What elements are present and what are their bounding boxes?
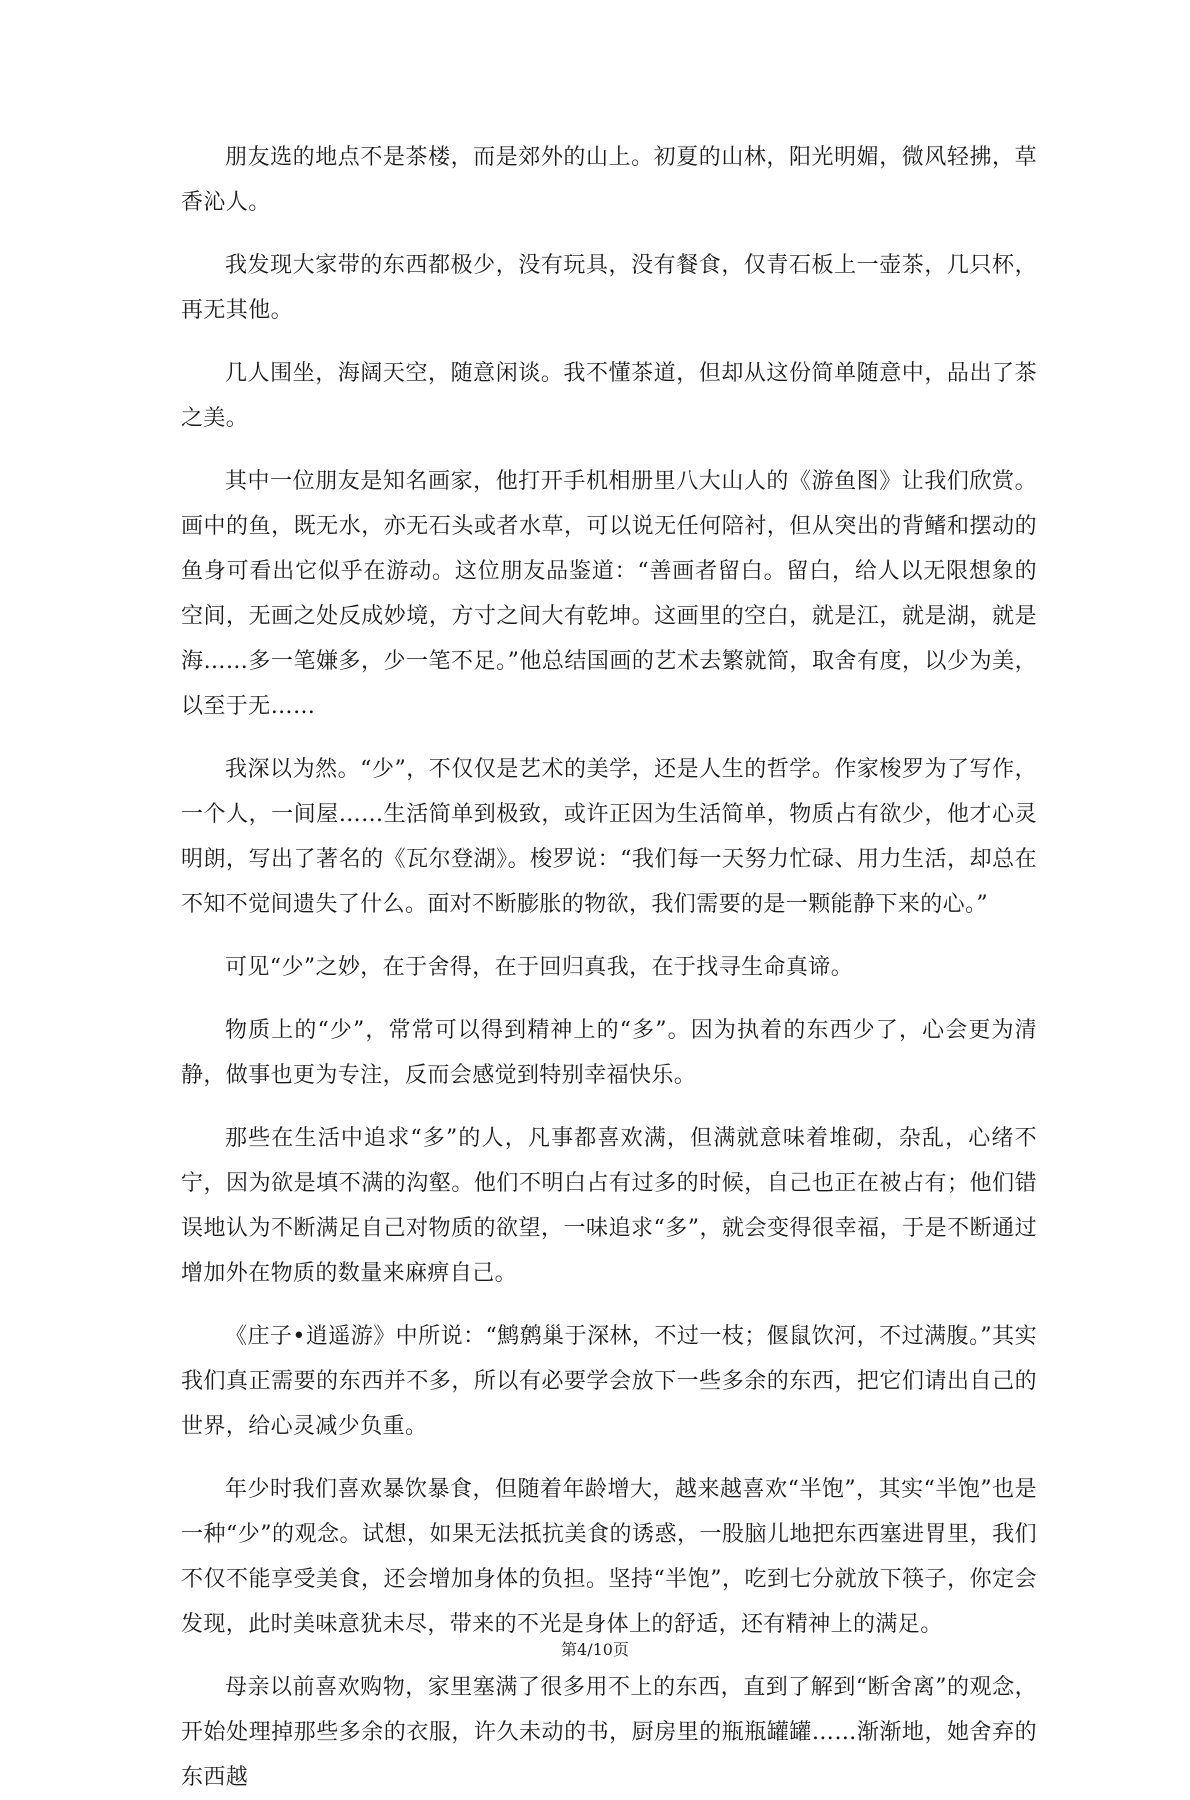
paragraph: 我深以为然。“少”，不仅仅是艺术的美学，还是人生的哲学。作家梭罗为了写作，一个人，一间屋……生活简单到极致，或许正因为生活简单，物质占有欲少，他才心灵明朗，写出了著名的《瓦尔登湖》。梭罗说：“我们每一天努力忙碌、用力生活，却总在不知不觉间遗失了什么。面对不断膨胀的物欲，我们需要的是一颗能静下来的心。” bbox=[181, 757, 1037, 917]
paragraph: 《庄子•逍遥游》中所说：“鹪鹩巢于深林，不过一枝；偃鼠饮河，不过满腹。”其实我们真正需要的东西并不多，所以有必要学会放下一些多余的东西，把它们请出自己的世界，给心灵减少负重。 bbox=[181, 1324, 1037, 1439]
paragraph: 我发现大家带的东西都极少，没有玩具，没有餐食，仅青石板上一壶茶，几只杯，再无其他。 bbox=[181, 253, 1037, 323]
paragraph: 物质上的“少”，常常可以得到精神上的“多”。因为执着的东西少了，心会更为清静，做事也更为专注，反而会感觉到特别幸福快乐。 bbox=[181, 1018, 1037, 1088]
paragraph: 其中一位朋友是知名画家，他打开手机相册里八大山人的《游鱼图》让我们欣赏。画中的鱼，既无水，亦无石头或者水草，可以说无任何陪衬，但从突出的背鳍和摆动的鱼身可看出它似乎在游动。这位朋友品鉴道：“善画者留白。留白，给人以无限想象的空间，无画之处反成妙境，方寸之间大有乾坤。这画里的空白，就是江，就是湖，就是海……多一笔嫌多，少一笔不足。”他总结国画的艺术去繁就简，取舍有度，以少为美，以至于无…… bbox=[181, 469, 1037, 719]
paragraph: 朋友选的地点不是茶楼，而是郊外的山上。初夏的山林，阳光明媚，微风轻拂，草香沁人。 bbox=[181, 145, 1037, 215]
article-body bbox=[181, 135, 1037, 1800]
paragraph: 年少时我们喜欢暴饮暴食，但随着年龄增大，越来越喜欢“半饱”，其实“半饱”也是一种“少”的观念。试想，如果无法抵抗美食的诱惑，一股脑儿地把东西塞进胃里，我们不仅不能享受美食，还会增加身体的负担。坚持“半饱”，吃到七分就放下筷子，你定会发现，此时美味意犹未尽，带来的不光是身体上的舒适，还有精神上的满足。 bbox=[181, 1477, 1037, 1637]
paragraph: 那些在生活中追求“多”的人，凡事都喜欢满，但满就意味着堆砌，杂乱，心绪不宁，因为欲是填不满的沟壑。他们不明白占有过多的时候，自己也正在被占有；他们错误地认为不断满足自己对物质的欲望，一味追求“多”，就会变得很幸福，于是不断通过增加外在物质的数量来麻痹自己。 bbox=[181, 1126, 1037, 1286]
paragraph: 母亲以前喜欢购物，家里塞满了很多用不上的东西，直到了解到“断舍离”的观念，开始处理掉那些多余的衣服，许久未动的书，厨房里的瓶瓶罐罐……渐渐地，她舍弃的东西越 bbox=[181, 1675, 1037, 1790]
page-number: 第4/10页 bbox=[561, 1640, 629, 1659]
paragraph: 可见“少”之妙，在于舍得，在于回归真我，在于找寻生命真谛。 bbox=[225, 955, 854, 980]
paragraph: 几人围坐，海阔天空，随意闲谈。我不懂茶道，但却从这份简单随意中，品出了茶之美。 bbox=[181, 361, 1037, 431]
